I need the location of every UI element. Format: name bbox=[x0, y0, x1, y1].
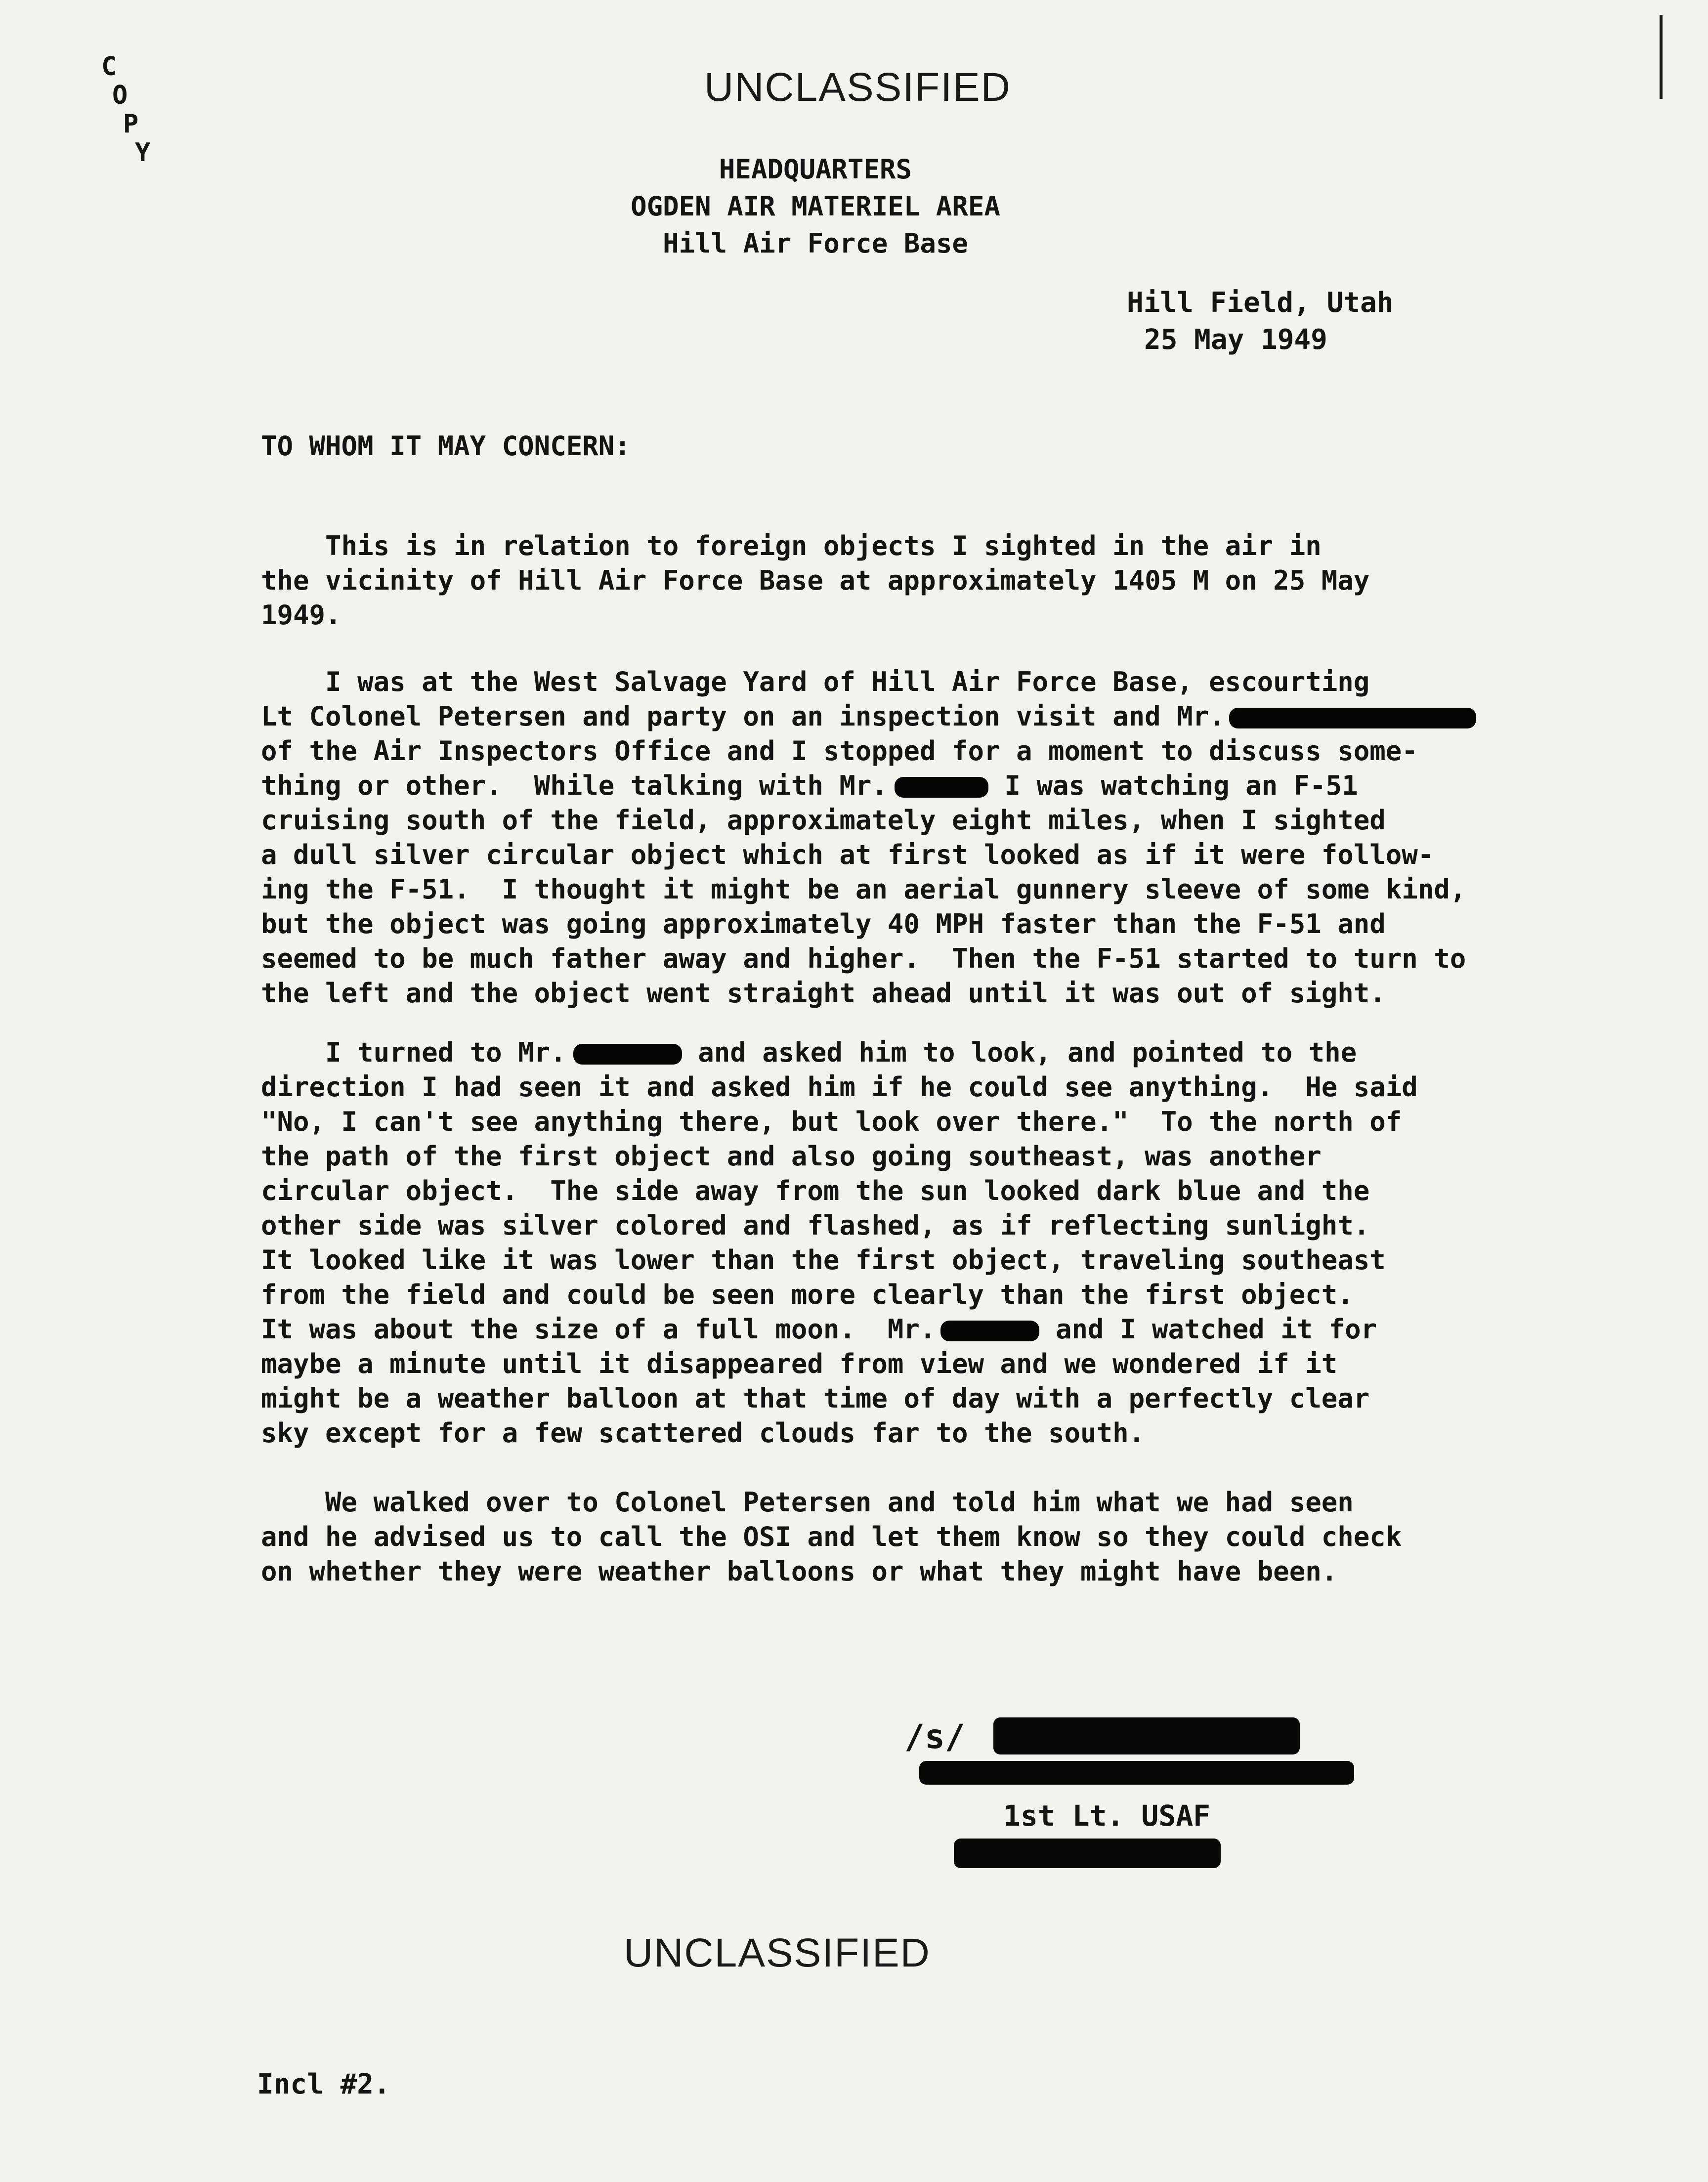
paragraph-1-line: This is in relation to foreign objects I sighted in the air in bbox=[261, 530, 1322, 561]
paragraph-2-line: a dull silver circular object which at first looked as if it were follow- bbox=[261, 839, 1434, 870]
paragraph-2-line: but the object was going approximately 40 MPH faster than the F-51 and bbox=[261, 908, 1386, 940]
paragraph-3-line bbox=[261, 1035, 1418, 1070]
paragraph-3 bbox=[261, 1035, 1418, 1451]
page-edge-mark bbox=[1660, 15, 1663, 99]
paragraph-3-text: and asked him to look, and pointed to the bbox=[682, 1037, 1357, 1068]
paragraph-3-line: other side was silver colored and flashed, as if reflecting sunlight. bbox=[261, 1210, 1370, 1241]
paragraph-3-line: maybe a minute until it disappeared from view and we wondered if it bbox=[261, 1348, 1338, 1379]
paragraph-3-text: I turned to Mr. bbox=[261, 1037, 566, 1068]
letterhead bbox=[544, 151, 1087, 262]
paragraph-1 bbox=[261, 529, 1369, 633]
paragraph-2-line bbox=[261, 769, 1476, 803]
classification-stamp-bottom: UNCLASSIFIED bbox=[624, 1930, 931, 1975]
redaction-mark bbox=[940, 1321, 1039, 1341]
paragraph-3-line bbox=[261, 1312, 1418, 1347]
paragraph-2-text: I was watching an F-51 bbox=[988, 770, 1358, 801]
paragraph-3-line: It looked like it was lower than the first object, traveling southeast bbox=[261, 1244, 1386, 1276]
copy-letter-p: P bbox=[123, 109, 139, 139]
paragraph-3-line: direction I had seen it and asked him if he could see anything. He said bbox=[261, 1071, 1418, 1103]
paragraph-3-text: and I watched it for bbox=[1039, 1314, 1377, 1345]
dateline-place: Hill Field, Utah bbox=[1127, 287, 1394, 319]
paragraph-3-line: circular object. The side away from the sun looked dark blue and the bbox=[261, 1175, 1370, 1206]
signature-redaction bbox=[919, 1761, 1354, 1785]
redaction-mark bbox=[573, 1044, 682, 1065]
paragraph-1-line: 1949. bbox=[261, 599, 342, 631]
paragraph-4-line: and he advised us to call the OSI and let them know so they could check bbox=[261, 1521, 1402, 1552]
paragraph-2-line: seemed to be much father away and higher. Then the F-51 started to turn to bbox=[261, 943, 1466, 974]
copy-letter-c: C bbox=[101, 52, 117, 82]
copy-letter-y: Y bbox=[135, 138, 151, 168]
signature-rank: 1st Lt. USAF bbox=[1003, 1799, 1211, 1833]
paragraph-2-line bbox=[261, 699, 1476, 734]
paragraph-4-line: on whether they were weather balloons or what they might have been. bbox=[261, 1556, 1338, 1587]
copy-letter-o: O bbox=[112, 81, 128, 110]
paragraph-2-line: cruising south of the field, approximately eight miles, when I sighted bbox=[261, 805, 1386, 836]
salutation: TO WHOM IT MAY CONCERN: bbox=[261, 430, 631, 462]
signature-redaction bbox=[993, 1717, 1300, 1754]
paragraph-3-line: the path of the first object and also going southeast, was another bbox=[261, 1141, 1322, 1172]
redaction-mark bbox=[895, 777, 988, 798]
letterhead-line-3: Hill Air Force Base bbox=[663, 228, 968, 259]
paragraph-2-line: of the Air Inspectors Office and I stopped for a moment to discuss some- bbox=[261, 735, 1418, 767]
letterhead-line-1: HEADQUARTERS bbox=[719, 154, 912, 185]
paragraph-3-text: It was about the size of a full moon. Mr. bbox=[261, 1314, 936, 1345]
classification-stamp-top: UNCLASSIFIED bbox=[704, 65, 1011, 110]
paragraph-1-line: the vicinity of Hill Air Force Base at approximately 1405 M on 25 May bbox=[261, 565, 1370, 596]
dateline-date: 25 May 1949 bbox=[1144, 324, 1327, 356]
dateline bbox=[1127, 284, 1393, 358]
paragraph-2-line: the left and the object went straight ahead until it was out of sight. bbox=[261, 978, 1386, 1009]
paragraph-3-line: "No, I can't see anything there, but look over there." To the north of bbox=[261, 1106, 1402, 1137]
letterhead-line-2: OGDEN AIR MATERIEL AREA bbox=[631, 191, 1000, 222]
enclosure-note: Incl #2. bbox=[257, 2068, 390, 2100]
redaction-mark bbox=[1229, 708, 1476, 728]
paragraph-2-text: thing or other. While talking with Mr. bbox=[261, 770, 888, 801]
paragraph-2-line: I was at the West Salvage Yard of Hill Air Force Base, escourting bbox=[261, 666, 1370, 697]
signature-redaction bbox=[954, 1839, 1221, 1868]
paragraph-3-line: from the field and could be seen more clearly than the first object. bbox=[261, 1279, 1354, 1310]
signature-mark: /s/ bbox=[904, 1717, 965, 1756]
paragraph-3-line: sky except for a few scattered clouds far to the south. bbox=[261, 1417, 1145, 1449]
paragraph-2-line: ing the F-51. I thought it might be an aerial gunnery sleeve of some kind, bbox=[261, 874, 1466, 905]
paragraph-2 bbox=[261, 665, 1476, 1011]
paragraph-3-line: might be a weather balloon at that time of day with a perfectly clear bbox=[261, 1383, 1370, 1414]
paragraph-4-line: We walked over to Colonel Petersen and told him what we had seen bbox=[261, 1487, 1354, 1518]
paragraph-4 bbox=[261, 1485, 1402, 1589]
paragraph-2-text: Lt Colonel Petersen and party on an inspection visit and Mr. bbox=[261, 701, 1225, 732]
